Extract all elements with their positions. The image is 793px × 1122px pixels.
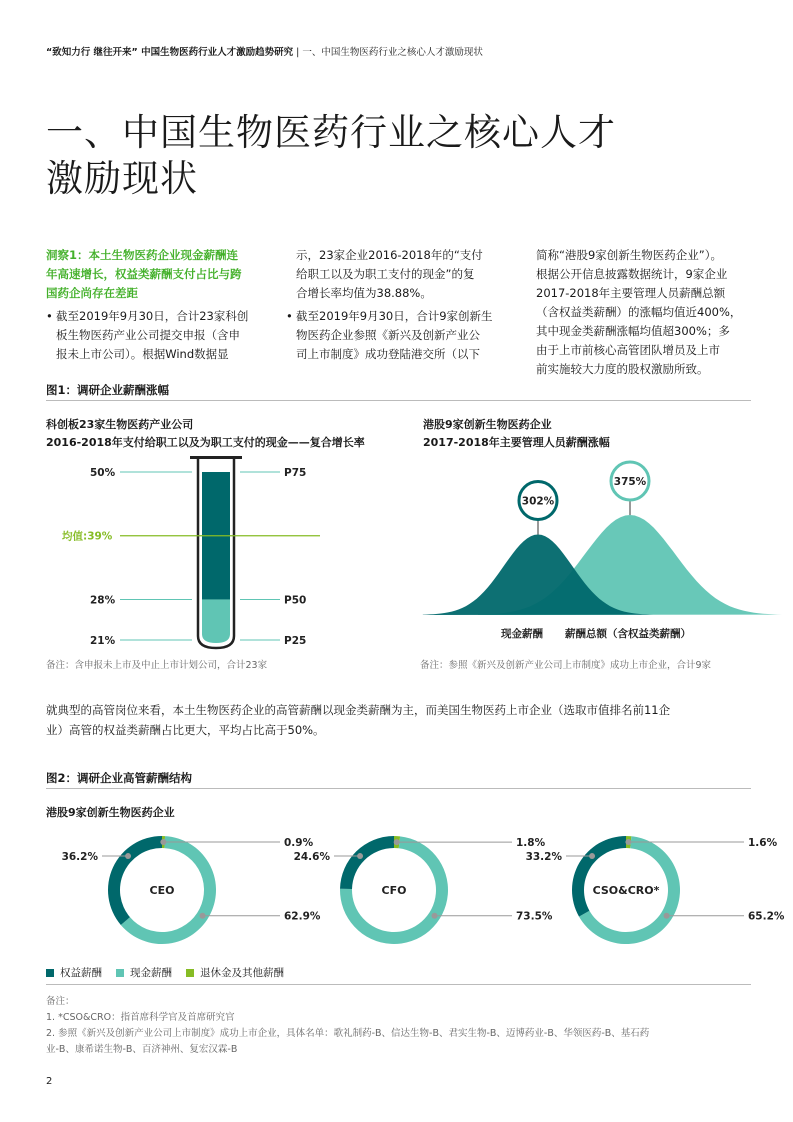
section-title: 一、中国生物医药行业之核心人才激励现状	[302, 47, 483, 58]
page-title	[46, 110, 616, 202]
donut-segment	[108, 836, 162, 925]
text-line: 就典型的高管岗位来看，本土生物医药企业的高管薪酬以现金类薪酬为主，而美国生物医药上市企业（选取市值排名前11企	[46, 703, 671, 717]
figure2-label: 图2：调研企业高管薪酬结构	[46, 771, 193, 785]
legend-label: 退休金及其他薪酬	[200, 967, 284, 979]
donut-center-label: CEO	[149, 884, 175, 897]
donut-segment	[340, 836, 394, 889]
text-line: 其中现金类薪酬涨幅均值超300%；多	[536, 324, 730, 338]
text-line: 根据公开信息披露数据统计，9家企业	[536, 267, 728, 281]
page-title-line: 一、中国生物医药行业之核心人才	[46, 111, 616, 154]
text-line: 前实施较大力度的股权激励所致。	[536, 362, 709, 376]
insight-heading-line: 国药企尚存在差距	[46, 286, 138, 300]
donut-charts	[40, 822, 785, 962]
footnote: 2. 参照《新兴及创新产业公司上市制度》成功上市企业，具体名单：歌礼制药-B、信达生物-B、君实生物-B、迈博药业-B、华领医药-B、基石药	[46, 1028, 650, 1039]
legend-item	[46, 965, 102, 980]
legend-swatch	[46, 969, 54, 977]
donut-center-label: CFO	[381, 884, 407, 897]
legend-swatch	[186, 969, 194, 977]
percentile-value-label: 50%	[90, 467, 116, 479]
percentile-name-label: P50	[284, 594, 307, 607]
donut-value-label: 62.9%	[284, 910, 321, 923]
donut-value-label: 65.2%	[748, 910, 785, 923]
donut-value-label: 24.6%	[293, 851, 330, 864]
text-line: • 截至2019年9月30日，合计9家创新生	[296, 309, 493, 323]
mean-label: 均值:39%	[62, 530, 113, 543]
page-number: 2	[46, 1076, 53, 1087]
text-line: 物医药企业参照《新兴及创新产业公	[296, 328, 480, 342]
figure2-subtitle: 港股9家创新生物医药企业	[46, 806, 175, 819]
insight-column-3	[536, 246, 751, 379]
tube-chart	[40, 452, 340, 652]
running-header	[46, 44, 483, 58]
chart-title-line: 2016-2018年支付给职工以及为职工支付的现金——复合增长率	[46, 436, 365, 449]
insight-bullet	[286, 307, 516, 364]
donut-value-label: 33.2%	[525, 851, 562, 864]
value-label: 302%	[521, 495, 555, 508]
tube-rim	[190, 456, 242, 459]
page-title-line: 激励现状	[46, 157, 198, 200]
box-lower	[202, 599, 230, 643]
insight-text	[296, 246, 516, 303]
bell-chart	[460, 455, 760, 645]
text-line: 业）高管的权益类薪酬占比更大，平均占比高于50%。	[46, 723, 325, 737]
legend-label: 现金薪酬	[130, 967, 172, 979]
chart-title-line: 2017-2018年主要管理人员薪酬涨幅	[423, 436, 610, 449]
legend-swatch	[116, 969, 124, 977]
text-line: （含权益类薪酬）的涨幅均值近400%，	[536, 305, 742, 319]
percentile-value-label: 21%	[90, 635, 116, 647]
legend-item	[186, 965, 284, 980]
category-label: 薪酬总额（含权益类薪酬）	[565, 628, 691, 640]
header-separator: |	[293, 47, 303, 58]
body-paragraph	[46, 700, 751, 740]
text-line: 报未上市公司）。根据Wind数据显	[56, 347, 229, 361]
text-line: 简称“港股9家创新生物医药企业”）。	[536, 248, 722, 262]
donut-value-label: 73.5%	[516, 910, 553, 923]
insight-column-1	[46, 246, 268, 364]
insight-bullet	[46, 307, 268, 364]
divider	[46, 984, 751, 985]
figure1-right-note: 备注：参照《新兴及创新产业公司上市制度》成功上市企业，合计9家	[420, 660, 712, 671]
figure1-right-title	[423, 416, 610, 452]
donut-value-label: 1.8%	[516, 837, 546, 850]
donut-value-label: 1.6%	[748, 837, 778, 850]
percentile-name-label: P75	[284, 467, 307, 479]
chart-title-line: 科创板23家生物医药产业公司	[46, 418, 194, 431]
text-line: • 截至2019年9月30日，合计23家科创	[56, 309, 249, 323]
figure1-left-note: 备注：含申报未上市及中止上市计划公司，合计23家	[46, 660, 268, 671]
footnote: 1. *CSO&CRO：指首席科学官及首席研究官	[46, 1012, 235, 1023]
text-line: 示，23家企业2016-2018年的“支付	[296, 248, 483, 262]
figure2-legend	[46, 965, 284, 980]
figure1-left-title	[46, 416, 365, 452]
donut-segment	[572, 836, 626, 917]
text-line: 板生物医药产业公司提交申报（含申	[56, 328, 240, 342]
donut-value-label: 36.2%	[61, 851, 98, 864]
insight-heading-line: 年高速增长，权益类薪酬支付占比与跨	[46, 267, 242, 281]
insight-heading-line: 洞察1：本土生物医药企业现金薪酬连	[46, 248, 238, 262]
text-line: 司上市制度》成功登陆港交所（以下	[296, 347, 480, 361]
legend-label: 权益薪酬	[60, 967, 102, 979]
footnote-heading: 备注：	[46, 996, 75, 1007]
donut-center-label: CSO&CRO*	[592, 884, 660, 897]
figure1-label: 图1：调研企业薪酬涨幅	[46, 383, 170, 397]
percentile-value-label: 28%	[90, 594, 116, 607]
donut-value-label: 0.9%	[284, 837, 314, 850]
footnotes	[46, 994, 756, 1058]
divider	[46, 400, 751, 401]
divider	[46, 788, 751, 789]
insight-heading	[46, 246, 268, 303]
text-line: 2017-2018年主要管理人员薪酬总额	[536, 286, 726, 300]
insight-column-2	[296, 246, 516, 364]
text-line: 由于上市前核心高管团队增员及上市	[536, 343, 720, 357]
report-title: “致知力行 继往开来” 中国生物医药行业人才激励趋势研究	[46, 47, 294, 58]
text-line: 给职工以及为职工支付的现金”的复	[296, 267, 475, 281]
percentile-name-label: P25	[284, 635, 307, 647]
text-line: 合增长率均值为38.88%。	[296, 286, 432, 300]
category-label: 现金薪酬	[501, 628, 543, 640]
legend-item	[116, 965, 172, 980]
chart-title-line: 港股9家创新生物医药企业	[423, 418, 552, 431]
value-label: 375%	[613, 476, 647, 488]
footnote: 业-B、康希诺生物-B、百济神州、复宏汉霖-B	[46, 1044, 238, 1055]
